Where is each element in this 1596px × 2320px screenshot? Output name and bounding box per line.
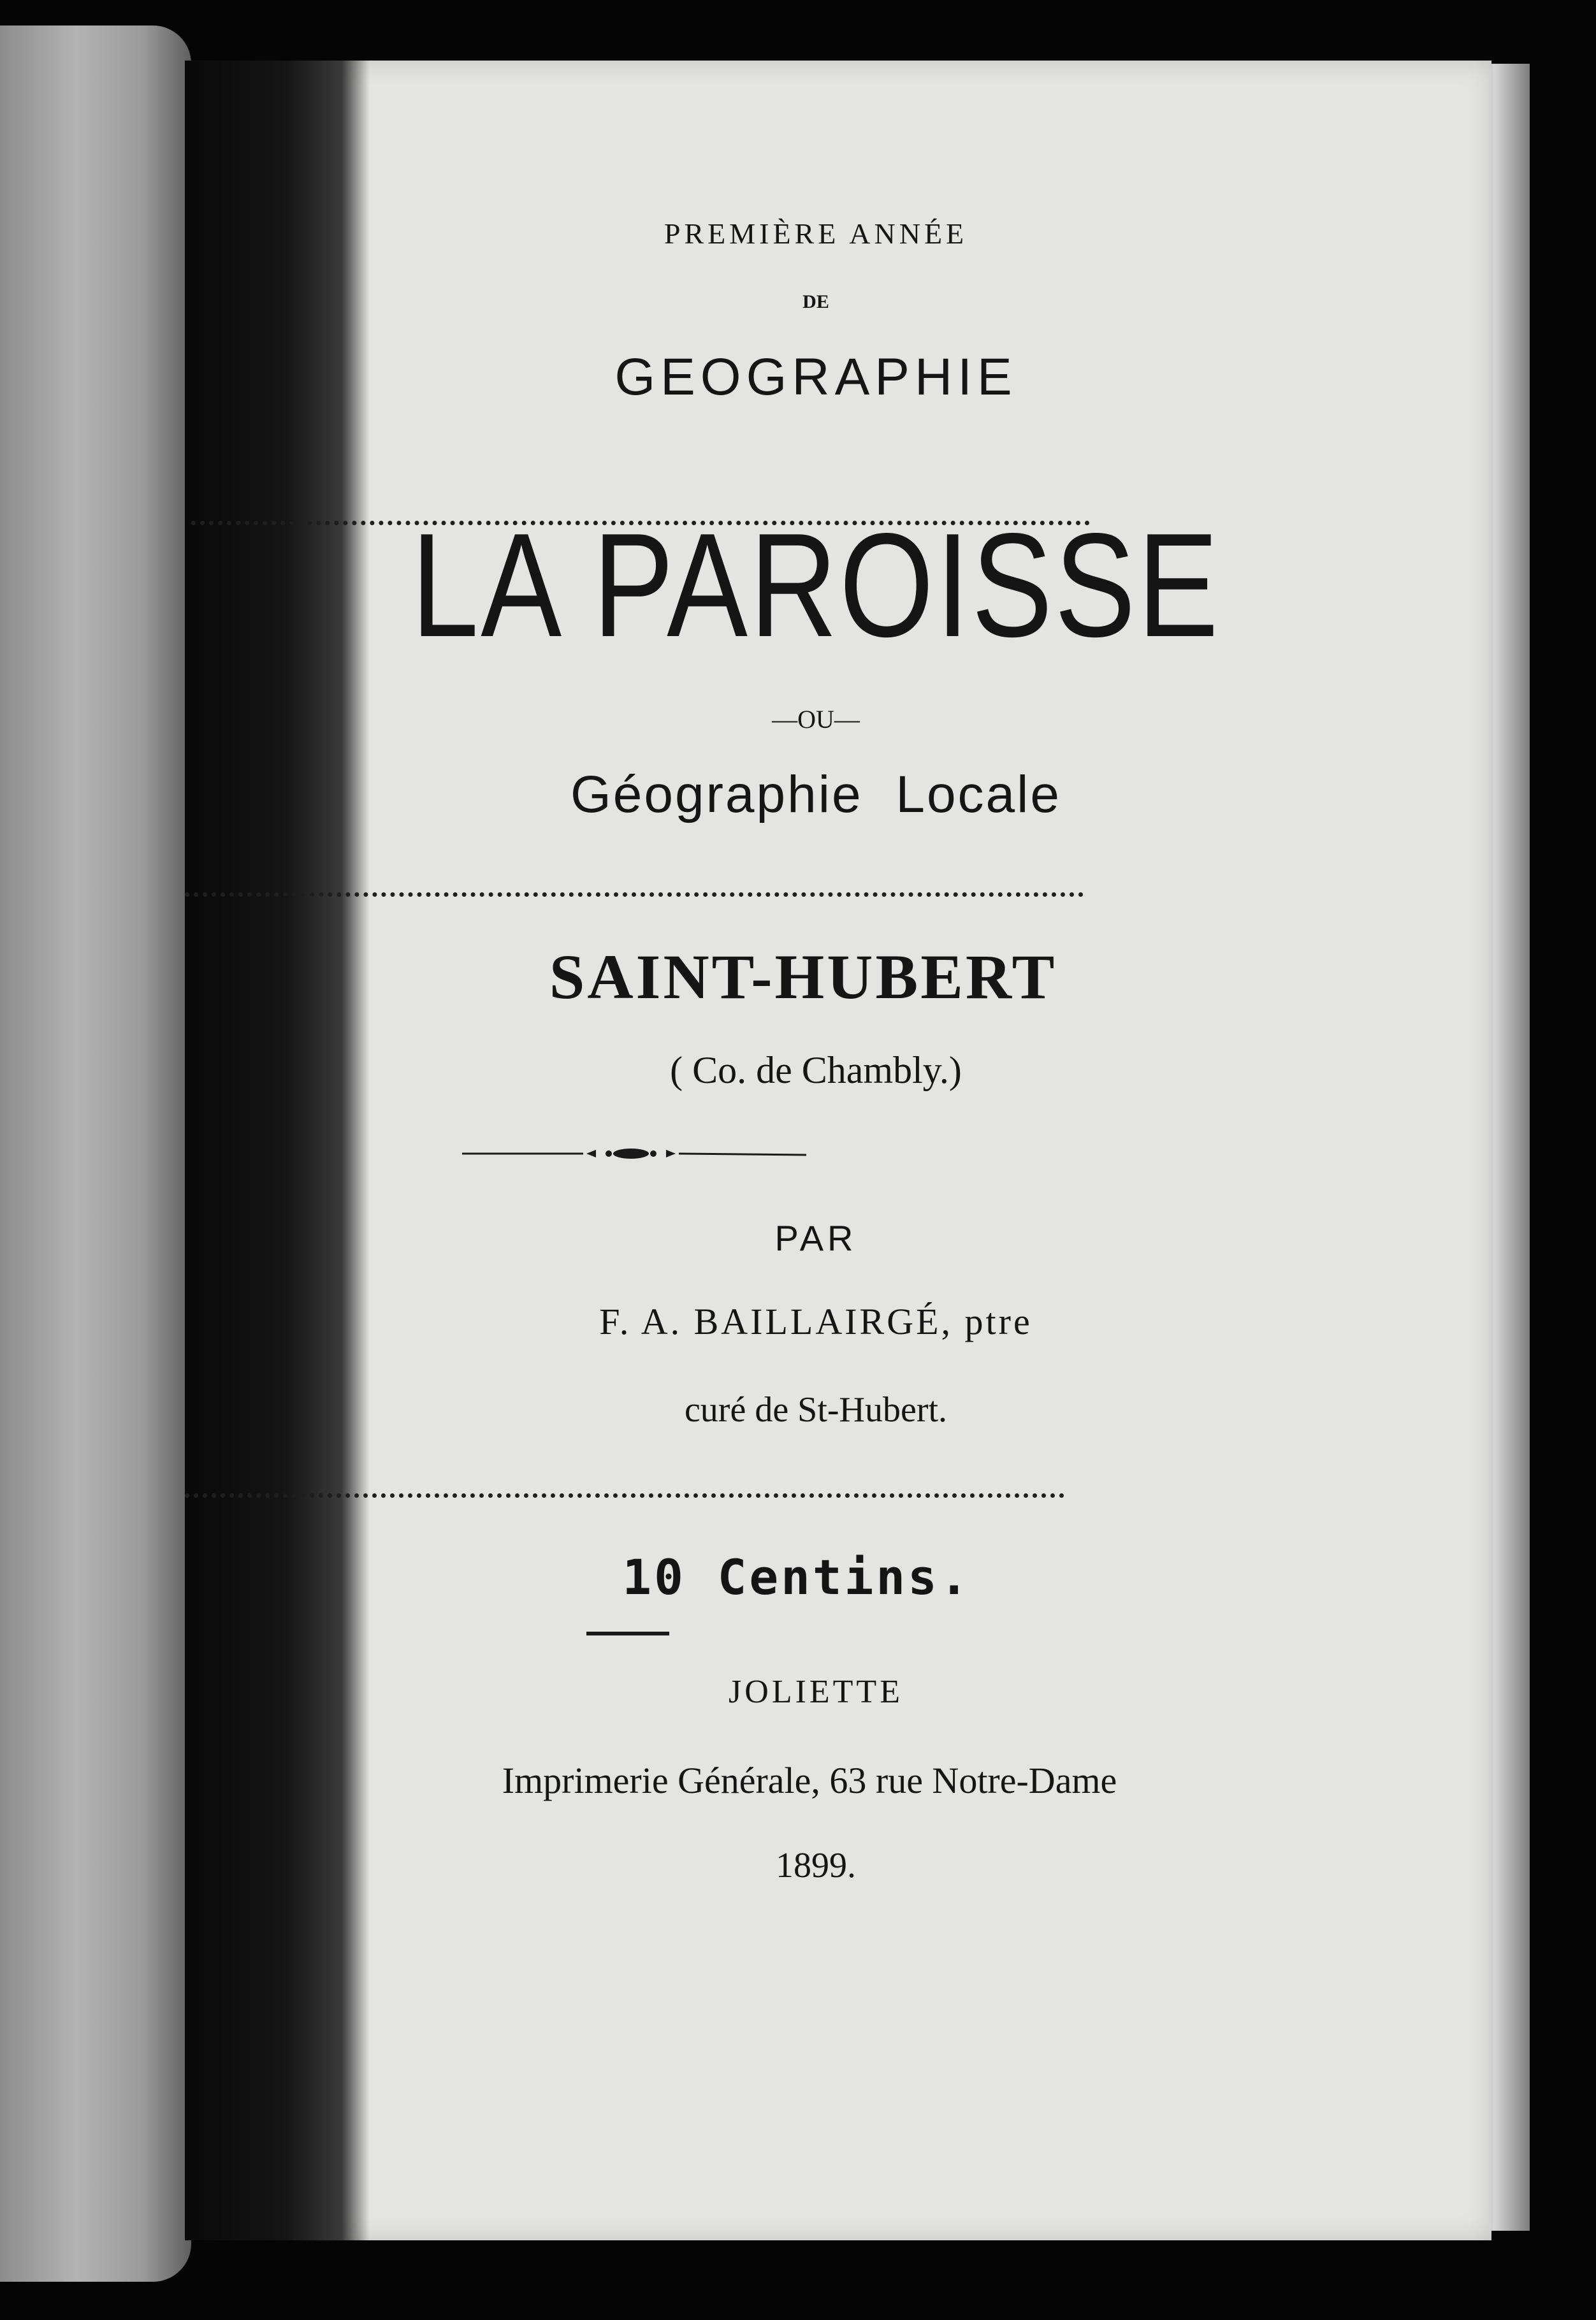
par-line: PAR [774, 1218, 857, 1258]
de-line: DE [802, 291, 829, 312]
dotted-rule-bottom [185, 1493, 1064, 1498]
county-line: ( Co. de Chambly.) [670, 1049, 962, 1091]
place-name: SAINT-HUBERT [549, 941, 1057, 1012]
short-rule [586, 1632, 669, 1635]
city-line: JOLIETTE [729, 1674, 903, 1710]
subtitle: Géographie Locale [570, 765, 1061, 823]
geographie-line: GEOGRAPHIE [614, 348, 1017, 406]
ornament-rule [462, 1144, 806, 1163]
premiere-annee-line: PREMIÈRE ANNÉE [664, 217, 968, 250]
dotted-rule-middle [185, 892, 1084, 897]
author-role-line: curé de St-Hubert. [684, 1390, 948, 1430]
year-line: 1899. [776, 1846, 856, 1885]
main-title: LA PAROISSE [411, 503, 1221, 668]
title-page-content [185, 61, 1491, 2240]
price-line: 10 Centins. [622, 1549, 971, 1606]
author-line: F. A. BAILLAIRGÉ, ptre [599, 1301, 1033, 1342]
title-page [185, 61, 1491, 2240]
ou-line: —OU— [772, 705, 860, 734]
printer-line: Imprimerie Générale, 63 rue Notre-Dame [502, 1760, 1117, 1801]
